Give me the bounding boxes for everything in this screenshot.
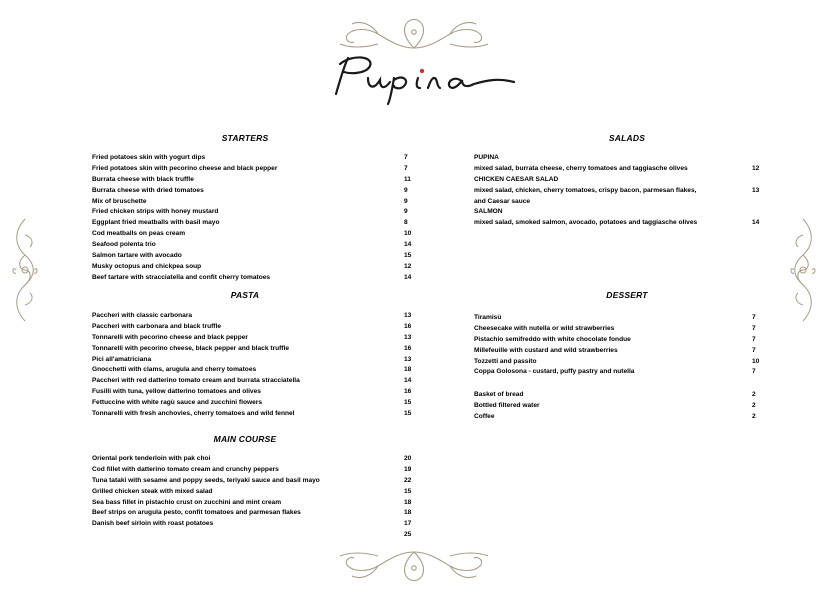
menu-item [474, 412, 774, 423]
menu-item [92, 355, 422, 366]
menu-item-name: Mix of bruschette [92, 197, 147, 205]
menu-item [474, 207, 774, 218]
menu-item-name: Pistachio semifreddo with white chocolate fondue [474, 335, 631, 343]
starters-heading: STARTERS [221, 133, 269, 143]
menu-item-name: Sea bass fillet in pistachio crust on zucchini and mint cream [92, 498, 282, 506]
menu-item-name: Cod meatballs on peas cream [92, 230, 186, 238]
menu-item-name: Burrata cheese with dried tomatoes [92, 186, 204, 194]
menu-item-name: Paccheri with classic carbonara [92, 312, 193, 319]
menu-item-price: 14 [752, 219, 760, 227]
salads-list [474, 153, 774, 229]
menu-item-price: 9 [404, 186, 408, 194]
menu-item-price: 19 [404, 465, 412, 473]
menu-item [92, 175, 422, 186]
menu-item-name: Burrata cheese with black truffle [92, 175, 194, 183]
menu-item-price: 25 [404, 531, 412, 539]
menu-item [92, 454, 422, 465]
menu-item-name: Bottled filtered water [474, 401, 540, 409]
menu-item-name: Millefeuille with custard and wild strawberries [474, 346, 618, 354]
menu-item-price: 18 [404, 509, 412, 517]
menu-item-price: 15 [404, 410, 412, 418]
menu-item-price: 7 [752, 335, 756, 343]
menu-item-price: 14 [404, 273, 412, 281]
menu-item-price: 8 [404, 219, 408, 227]
menu-item [92, 398, 422, 409]
menu-item-price: 12 [752, 164, 760, 172]
salads-heading: SALADS [608, 133, 646, 143]
bottom-flourish-ornament [330, 548, 498, 586]
menu-item [92, 465, 422, 476]
menu-item-name: Cheesecake with nutella or wild strawberries [474, 324, 615, 332]
menu-item-name: Gnocchetti with clams, arugula and cherry tomatoes [92, 366, 257, 374]
menu-item-price: 7 [752, 346, 756, 354]
logo-dot [420, 69, 424, 73]
menu-item-price: 2 [752, 412, 756, 420]
menu-item-name: Fried potatoes skin with yogurt dips [92, 154, 206, 161]
menu-item-name: Tuna tataki with sesame and poppy seeds, teriyaki sauce and basil mayo [92, 476, 320, 484]
menu-item [474, 197, 774, 208]
menu-item [92, 508, 422, 519]
menu-item-name: Tonnarelli with pecorino cheese, black pepper and black truffle [92, 344, 290, 352]
menu-item-price: 7 [404, 164, 408, 172]
menu-item-price: 11 [404, 175, 411, 183]
menu-item-price: 16 [404, 388, 412, 396]
menu-item-price: 7 [752, 368, 756, 376]
menu-item-price: 18 [404, 366, 412, 374]
menu-item [474, 218, 774, 229]
menu-item [474, 186, 774, 197]
menu-item [92, 164, 422, 175]
menu-item-name: Tonnarelli with fresh anchovies, cherry tomatoes and wild fennel [92, 410, 295, 418]
menu-item [92, 519, 422, 530]
menu-item [474, 313, 774, 324]
menu-item-name: mixed salad, smoked salmon, avocado, potatoes and taggiasche olives [474, 219, 698, 227]
menu-item [92, 207, 422, 218]
menu-item-price: 14 [404, 241, 412, 249]
menu-item-name: Musky octopus and chickpea soup [92, 262, 202, 270]
menu-item-name: Basket of bread [474, 391, 524, 398]
menu-item [92, 476, 422, 487]
menu-item-name: Fettuccine with white ragù sauce and zucchini flowers [92, 399, 263, 407]
main-course-heading: MAIN COURSE [213, 434, 277, 444]
menu-item [92, 240, 422, 251]
menu-item [474, 324, 774, 335]
left-scroll-ornament [8, 215, 42, 325]
menu-item-name: PUPINA [474, 154, 499, 161]
menu-item [92, 273, 422, 284]
menu-item-price: 13 [404, 355, 412, 363]
menu-item-price: 13 [752, 186, 760, 194]
menu-item [92, 262, 422, 273]
menu-item-price: 9 [404, 208, 408, 216]
menu-item [92, 365, 422, 376]
menu-item-name: Pici all'amatriciana [92, 355, 152, 363]
menu-item-name: Beef strips on arugula pesto, confit tomatoes and parmesan flakes [92, 509, 301, 517]
pasta-list [92, 311, 422, 420]
menu-item-name: Tozzetti and passito [474, 357, 537, 365]
menu-item [92, 376, 422, 387]
starters-list [92, 153, 422, 284]
menu-item-price: 7 [404, 154, 408, 161]
menu-item-name: and Caesar sauce [474, 197, 531, 205]
menu-item [474, 346, 774, 357]
menu-item-name: Eggplant fried meatballs with basil mayo [92, 219, 220, 227]
extras-list [474, 390, 774, 423]
menu-item-price: 2 [752, 401, 756, 409]
menu-item [474, 175, 774, 186]
menu-item [92, 197, 422, 208]
menu-item-price: 13 [404, 333, 412, 341]
menu-item [92, 344, 422, 355]
menu-item-price: 10 [752, 357, 760, 365]
menu-item-name: Cod fillet with datterino tomato cream and crunchy peppers [92, 465, 279, 473]
menu-item-price: 10 [404, 230, 412, 238]
menu-item-price: 9 [404, 197, 408, 205]
menu-item-price: 17 [404, 520, 412, 528]
menu-item-price: 18 [404, 498, 412, 506]
menu-item [92, 322, 422, 333]
menu-item [474, 357, 774, 368]
menu-item-price: 20 [404, 455, 412, 462]
pasta-heading: PASTA [230, 290, 260, 300]
menu-item-name: Paccheri with carbonara and black truffle [92, 322, 221, 330]
menu-item [92, 498, 422, 509]
menu-item [92, 409, 422, 420]
menu-item-name: Tonnarelli with pecorino cheese and black pepper [92, 333, 248, 341]
menu-item-name: Beef tartare with stracciatella and confit cherry tomatoes [92, 273, 271, 281]
menu-item [92, 251, 422, 262]
dessert-heading: DESSERT [606, 290, 648, 300]
menu-item-name: Seafood polenta trio [92, 241, 156, 249]
menu-item [92, 333, 422, 344]
menu-item [474, 335, 774, 346]
menu-item [474, 390, 774, 401]
menu-item-name: Tiramisù [474, 314, 502, 321]
menu-item-price: 2 [752, 391, 756, 398]
menu-item [92, 487, 422, 498]
menu-item [92, 311, 422, 322]
menu-item-name: Salmon tartare with avocado [92, 252, 182, 260]
menu-item-name: Oriental pork tenderloin with pak choi [92, 455, 211, 462]
menu-item-price: 13 [404, 312, 412, 319]
menu-item [92, 229, 422, 240]
menu-item-name: Coffee [474, 412, 495, 420]
menu-item [92, 530, 422, 541]
menu-item [474, 401, 774, 412]
menu-item-name: CHICKEN CAESAR SALAD [474, 175, 559, 183]
menu-item-price: 16 [404, 344, 412, 352]
menu-item [92, 387, 422, 398]
menu-item [92, 153, 422, 164]
menu-item [474, 153, 774, 164]
menu-item-price: 7 [752, 324, 756, 332]
menu-item-name: mixed salad, burrata cheese, cherry tomatoes and taggiasche olives [474, 164, 688, 172]
main-course-list [92, 454, 422, 541]
menu-item-price: 15 [404, 252, 412, 260]
pupina-logo [318, 52, 518, 106]
menu-item-price: 14 [404, 377, 412, 385]
top-flourish-ornament [330, 14, 498, 52]
menu-item-price: 7 [752, 314, 756, 321]
menu-item [92, 186, 422, 197]
menu-item [474, 164, 774, 175]
menu-item-price: 12 [404, 262, 412, 270]
menu-item-name: Fusilli with tuna, yellow datterino tomatoes and olives [92, 388, 261, 396]
menu-item-name: Grilled chicken steak with mixed salad [92, 487, 213, 495]
menu-item-name: Fried potatoes skin with pecorino cheese and black pepper [92, 164, 278, 172]
menu-item [474, 367, 774, 378]
menu-item-name: SALMON [474, 208, 503, 216]
menu-item-price: 16 [404, 322, 412, 330]
menu-item-name: Paccheri with red datterino tomato cream and burrata stracciatella [92, 377, 300, 385]
menu-item-name: Danish beef sirloin with roast potatoes [92, 520, 214, 528]
menu-item-price: 15 [404, 487, 412, 495]
right-scroll-ornament [786, 215, 820, 325]
menu-item-name: mixed salad, chicken, cherry tomatoes, crispy bacon, parmesan flakes, [474, 186, 697, 194]
menu-item-price: 22 [404, 476, 412, 484]
menu-item [92, 218, 422, 229]
menu-item-name: Coppa Golosona - custard, puffy pastry and nutella [474, 368, 635, 376]
menu-item-price: 15 [404, 399, 412, 407]
dessert-list [474, 313, 774, 378]
menu-item-name: Fried chicken strips with honey mustard [92, 208, 219, 216]
